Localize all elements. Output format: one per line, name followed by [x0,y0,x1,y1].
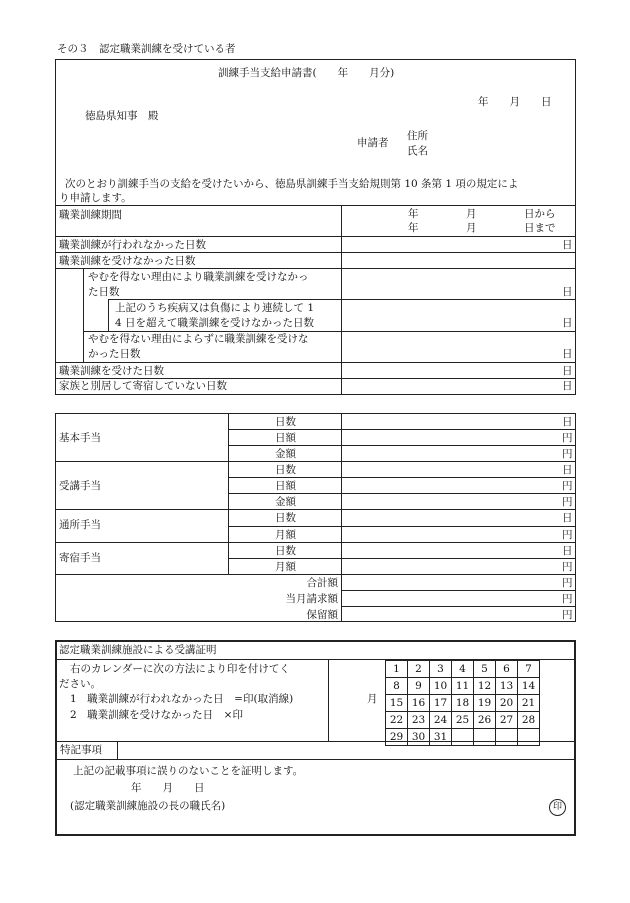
allowance-unit[interactable]: 日 [562,464,573,476]
certify-date[interactable]: 年 月 日 [131,782,205,794]
certificate-instruction: 右のカレンダーに次の方法により印を付けてく [70,663,290,675]
calendar-day[interactable]: 17 [430,695,452,712]
days-label: やむを得ない理由によらずに職業訓練を受けな [88,333,309,345]
days-unit[interactable]: 日 [562,286,573,298]
days-label: 職業訓練が行われなかった日数 [59,239,206,251]
days-label: 家族と別居して寄宿していない日数 [59,380,227,392]
calendar-day[interactable]: 13 [496,678,518,695]
allowance-unit[interactable]: 日 [562,416,573,428]
allowance-item: 日額 [275,432,296,444]
calendar-day[interactable]: 25 [452,712,474,729]
total-unit[interactable]: 円 [562,593,573,605]
total-label: 当月請求額 [285,593,338,605]
allowance-unit[interactable]: 日 [562,512,573,524]
calendar-day[interactable]: 5 [474,661,496,678]
calendar-day[interactable]: 24 [430,712,452,729]
days-label: 職業訓練を受けた日数 [59,365,164,377]
allowance-unit[interactable]: 日 [562,545,573,557]
calendar-day[interactable]: 6 [496,661,518,678]
days-label: かった日数 [88,348,141,360]
page-heading: その３ 認定職業訓練を受けている者 [57,43,236,55]
days-label: 職業訓練を受けなかった日数 [59,255,196,267]
allowance-name: 寄宿手当 [59,552,101,564]
total-label: 保留額 [306,609,338,621]
allowance-unit[interactable]: 円 [562,529,573,541]
allowance-item: 日数 [275,464,296,476]
calendar-day[interactable]: 16 [408,695,430,712]
total-unit[interactable]: 円 [562,577,573,589]
allowance-name: 受講手当 [59,480,101,492]
calendar-day[interactable]: 3 [430,661,452,678]
calendar-day[interactable]: 31 [430,729,452,746]
name-label: 氏名 [407,145,428,157]
days-unit[interactable]: 日 [562,348,573,360]
calendar-day[interactable]: 10 [430,678,452,695]
certificate-instruction: ださい。 [59,678,101,690]
allowance-unit[interactable]: 円 [562,480,573,492]
period-label: 職業訓練期間 [59,209,122,221]
calendar-day[interactable]: 15 [386,695,408,712]
period-to-month[interactable]: 月 [466,222,477,234]
allowance-unit[interactable]: 円 [562,448,573,460]
allowance-item: 日数 [275,512,296,524]
calendar-day[interactable]: 19 [474,695,496,712]
calendar-day[interactable]: 14 [518,678,540,695]
calendar-day[interactable]: 2 [408,661,430,678]
allowance-unit[interactable]: 円 [562,496,573,508]
allowance-item: 金額 [275,496,296,508]
addressee: 徳島県知事 殿 [85,110,159,122]
days-label: た日数 [88,286,120,298]
certify-statement: 上記の記載事項に誤りのないことを証明します。 [73,765,304,777]
total-unit[interactable]: 円 [562,609,573,621]
calendar-day[interactable]: 12 [474,678,496,695]
allowance-item: 月額 [275,529,296,541]
calendar-day[interactable]: 26 [474,712,496,729]
form-date[interactable]: 年 月 日 [478,96,552,108]
calendar-day[interactable]: 27 [496,712,518,729]
days-unit[interactable]: 日 [562,380,573,392]
period-to-day[interactable]: 日まで [524,222,556,234]
statement-line2: り申請します。 [59,192,132,204]
days-label: 上記のうち疾病又は負傷により連続して 1 [115,302,315,314]
period-to-year[interactable]: 年 [408,222,419,234]
days-unit[interactable]: 日 [562,317,573,329]
calendar-day[interactable]: 18 [452,695,474,712]
statement-line1: 次のとおり訓練手当の支給を受けたいから、徳島県訓練手当支給規則第 10 条第 1 項の規定によ [65,178,519,190]
marking-method-1: 1 職業訓練が行われなかった日 =印(取消線) [70,693,294,705]
calendar-day[interactable]: 30 [408,729,430,746]
calendar-day[interactable]: 7 [518,661,540,678]
calendar-day[interactable]: 29 [386,729,408,746]
allowance-item: 金額 [275,448,296,460]
allowance-item: 日数 [275,545,296,557]
total-label: 合計額 [306,577,338,589]
month-label: 月 [367,693,378,705]
calendar-day[interactable]: 21 [518,695,540,712]
allowance-item: 日数 [275,416,296,428]
applicant-label: 申請者 [357,137,389,149]
days-unit[interactable]: 日 [562,365,573,377]
address-label: 住所 [407,130,428,142]
marking-method-2: 2 職業訓練を受けなかった日 ×印 [70,709,243,721]
allowance-unit[interactable]: 円 [562,432,573,444]
certificate-title: 認定職業訓練施設による受講証明 [59,644,217,656]
calendar-day[interactable]: 4 [452,661,474,678]
calendar-day[interactable]: 8 [386,678,408,695]
calendar-day[interactable]: 20 [496,695,518,712]
calendar-day[interactable]: 9 [408,678,430,695]
calendar-day[interactable]: 22 [386,712,408,729]
allowance-item: 月額 [275,561,296,573]
allowance-item: 日額 [275,480,296,492]
form-title: 訓練手当支給申請書( 年 月分) [218,67,395,79]
allowance-name: 通所手当 [59,519,101,531]
period-from-day[interactable]: 日から [524,208,556,220]
remarks-field[interactable] [119,743,574,758]
calendar-day[interactable]: 28 [518,712,540,729]
period-from-month[interactable]: 月 [466,208,477,220]
attendance-calendar [385,660,540,746]
signer-label: (認定職業訓練施設の長の職氏名) [70,800,226,812]
calendar-day[interactable]: 1 [386,661,408,678]
seal-stamp: 印 [549,799,566,816]
days-label: 4 日を超えて職業訓練を受けなかった日数 [115,317,315,329]
calendar-day[interactable]: 11 [452,678,474,695]
days-unit[interactable]: 日 [562,239,573,251]
allowance-name: 基本手当 [59,432,101,444]
period-from-year[interactable]: 年 [408,208,419,220]
days-label: やむを得ない理由により職業訓練を受けなかっ [88,271,309,283]
calendar-day[interactable]: 23 [408,712,430,729]
remarks-label: 特記事項 [60,744,102,756]
allowance-unit[interactable]: 円 [562,561,573,573]
